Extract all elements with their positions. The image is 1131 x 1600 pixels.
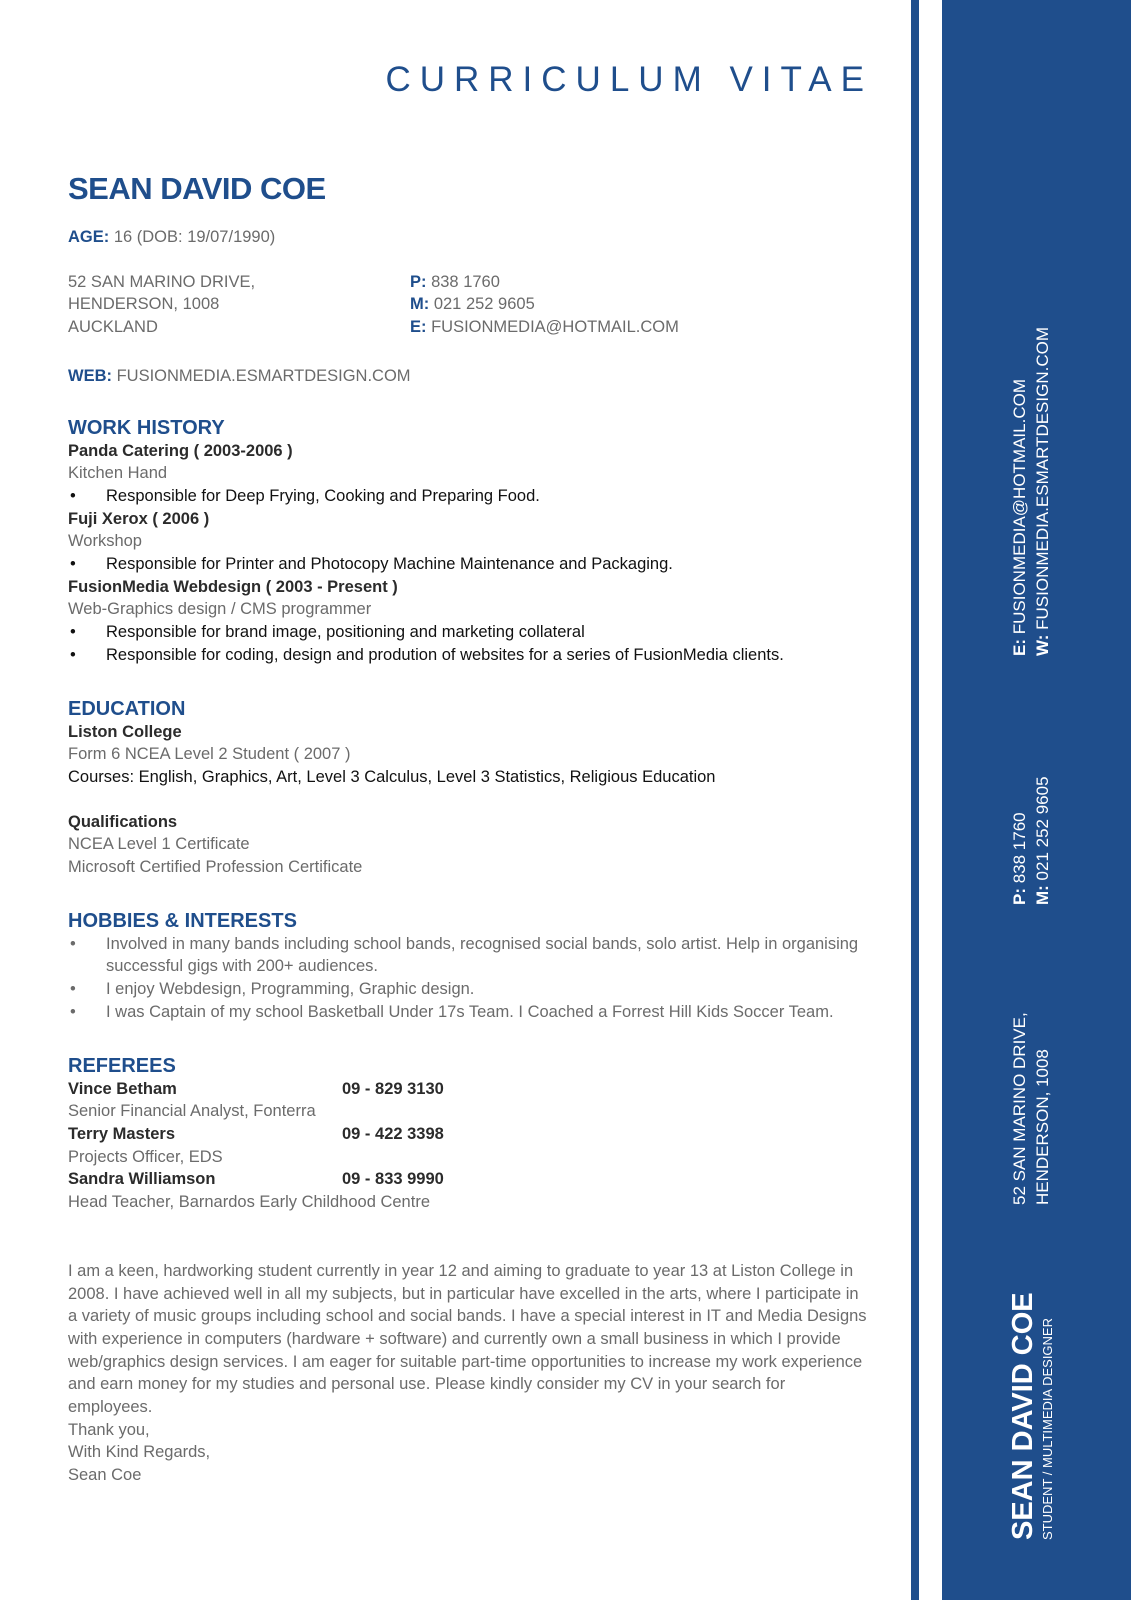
work-history-list [68,440,868,667]
letter-signature: Sean Coe [68,1466,142,1485]
sidebar [942,0,1131,1600]
sidebar-address-line: 52 SAN MARINO DRIVE, [1010,1012,1029,1205]
qualification-item: NCEA Level 1 Certificate [68,835,250,854]
sidebar-mobile: M: 021 252 9605 [1033,776,1052,905]
job-title: Fuji Xerox ( 2006 ) [68,509,210,528]
referee-phone: 09 - 829 3130 [342,1079,444,1098]
age-value: 16 (DOB: 19/07/1990) [109,228,276,246]
referee-name: Vince Betham [68,1079,177,1098]
email-label: E: [410,318,427,337]
contact-block [68,271,868,339]
mobile-line [410,293,679,316]
sidebar-web: W: FUSIONMEDIA.ESMARTDESIGN.COM [1033,326,1052,656]
referees-heading: REFEREES [68,1054,176,1077]
education-section [68,721,868,879]
main-content [68,170,868,1487]
job-bullet: • Responsible for Printer and Photocopy Machine Maintenance and Packaging. [68,553,868,576]
referee-name: Terry Masters [68,1124,176,1143]
sidebar-phone: P: 838 1760 [1010,812,1029,905]
hobby-item: • Involved in many bands including school bands, recognised social bands, solo artist. Help in organising successful gigs with 200+ audiences. [68,933,868,978]
job-role: Workshop [68,532,142,551]
job-role: Kitchen Hand [68,464,168,483]
bullet-icon: • [70,980,76,999]
mobile-value: 021 252 9605 [429,295,535,314]
letter-body: I am a keen, hardworking student currently in year 12 and aiming to graduate to year 13 at Liston College in 2008. I have achieved well in all my subjects, but in particular have excelled in the arts, where I participate in a variety of music groups including school and social bands. I have a special interest in IT and Media Designs with experience in computers (hardware + software) and currently own a small business in which I provide web/graphics design services. I am eager for suitable part-time opportunities to increase my work experience and earn money for my studies and personal use. Please kindly consider my CV in your search for employees. [68,1261,867,1417]
school-name: Liston College [68,722,182,741]
referees-list [68,1078,868,1214]
bullet-icon: • [70,623,76,642]
web-line [68,365,868,388]
bullet-icon: • [70,1002,76,1021]
referee-name: Sandra Williamson [68,1170,216,1189]
age-label: AGE: [68,228,110,246]
bullet-icon: • [70,645,76,664]
job-bullet: • Responsible for brand image, positioning and marketing collateral [68,621,868,644]
web-value: FUSIONMEDIA.ESMARTDESIGN.COM [112,366,411,385]
referee-role: Head Teacher, Barnardos Early Childhood Centre [68,1193,430,1212]
contact-numbers [410,271,679,339]
address-line: 52 SAN MARINO DRIVE, [68,272,256,291]
letter-closing: Thank you, [68,1420,150,1439]
mobile-label: M: [410,295,430,314]
referee-role: Projects Officer, EDS [68,1147,223,1166]
hobbies-heading: HOBBIES & INTERESTS [68,909,297,932]
bullet-icon: • [70,934,76,953]
address-line: AUCKLAND [68,318,158,337]
qualification-item: Microsoft Certified Profession Certificate [68,858,363,877]
referee-row [68,1123,868,1146]
bullet-icon: • [70,555,76,574]
phone-label: P: [410,272,427,291]
job-role: Web-Graphics design / CMS programmer [68,600,372,619]
email-value: FUSIONMEDIA@HOTMAIL.COM [426,318,679,337]
web-label: WEB: [68,366,112,385]
school-level: Form 6 NCEA Level 2 Student ( 2007 ) [68,745,351,764]
education-heading: EDUCATION [68,697,186,720]
sidebar-name: SEAN DAVID COE [1007,1292,1039,1540]
sidebar-identity [1006,1292,1056,1540]
bullet-icon: • [70,486,76,505]
document-title: CURRICULUM VITAE [385,60,873,99]
referee-row [68,1168,868,1191]
work-history-heading: WORK HISTORY [68,416,225,439]
job-title: FusionMedia Webdesign ( 2003 - Present ) [68,577,398,596]
letter-closing: With Kind Regards, [68,1443,211,1462]
sidebar-role: STUDENT / MULTIMEDIA DESIGNER [1040,1318,1055,1540]
job-title: Panda Catering ( 2003-2006 ) [68,441,293,460]
sidebar-email: E: FUSIONMEDIA@HOTMAIL.COM [1010,379,1029,656]
referee-row [68,1078,868,1101]
sidebar-address-line: HENDERSON, 1008 [1033,1049,1052,1205]
job-bullet: • Responsible for Deep Frying, Cooking and Preparing Food. [68,485,868,508]
hobbies-list [68,933,868,1024]
age-line [68,226,868,249]
email-line [410,316,679,339]
phone-line [410,271,679,294]
job-bullet: • Responsible for coding, design and prodution of websites for a series of FusionMedia clients. [68,644,868,667]
hobby-item: • I was Captain of my school Basketball Under 17s Team. I Coached a Forrest Hill Kids Soccer Team. [68,1001,868,1024]
address [68,271,410,339]
cover-letter [68,1260,868,1487]
sidebar-email-web [1008,327,1054,656]
referee-phone: 09 - 422 3398 [342,1124,444,1143]
address-line: HENDERSON, 1008 [68,295,220,314]
courses: Courses: English, Graphics, Art, Level 3 Calculus, Level 3 Statistics, Religious Education [68,767,716,786]
qualifications-heading: Qualifications [68,812,178,831]
hobby-item: • I enjoy Webdesign, Programming, Graphic design. [68,978,868,1001]
divider-stripe [911,0,919,1600]
phone-value: 838 1760 [426,272,500,291]
sidebar-address [1008,1012,1054,1205]
referee-phone: 09 - 833 9990 [342,1170,444,1189]
referee-role: Senior Financial Analyst, Fonterra [68,1102,316,1121]
sidebar-phones [1008,776,1054,905]
person-name: SEAN DAVID COE [68,171,326,206]
